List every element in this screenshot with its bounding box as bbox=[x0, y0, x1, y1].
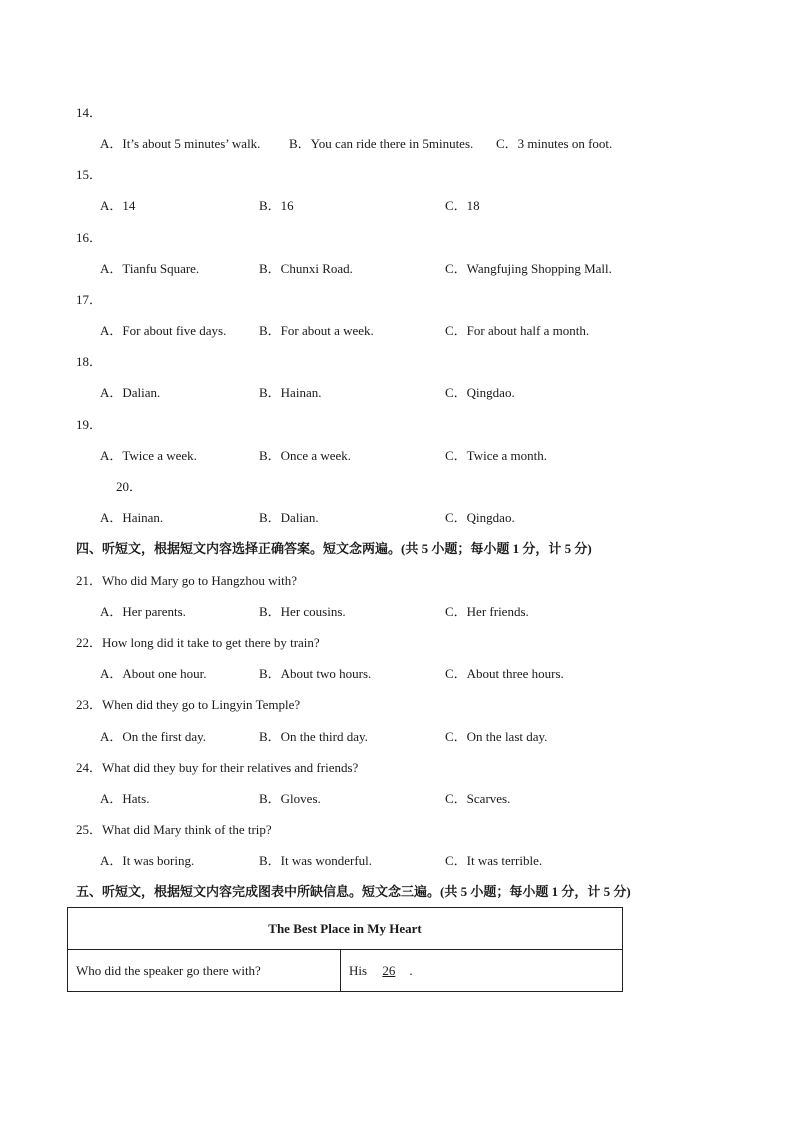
option-a: A．14 bbox=[100, 198, 136, 213]
option-b: B．About two hours. bbox=[259, 666, 372, 681]
option-a: A．It’s about 5 minutes’ walk. bbox=[100, 136, 261, 151]
question-number: 17． bbox=[76, 292, 103, 307]
question-number: 19． bbox=[76, 417, 103, 432]
question-text: 23．When did they go to Lingyin Temple? bbox=[76, 697, 301, 712]
option-c: C．Her friends. bbox=[445, 604, 529, 619]
question-text: 21．Who did Mary go to Hangzhou with? bbox=[76, 573, 297, 588]
option-c: C．On the last day. bbox=[445, 729, 548, 744]
option-b: B．For about a week. bbox=[259, 323, 374, 338]
option-a: A．Dalian. bbox=[100, 385, 161, 400]
option-c: C．About three hours. bbox=[445, 666, 564, 681]
answer-blank[interactable]: 26 bbox=[382, 962, 396, 978]
answer-table bbox=[67, 907, 623, 992]
option-b: B．It was wonderful. bbox=[259, 853, 373, 868]
question-text: 22．How long did it take to get there by train? bbox=[76, 635, 320, 650]
option-c: C．3 minutes on foot. bbox=[496, 136, 613, 151]
option-c: C．For about half a month. bbox=[445, 323, 590, 338]
option-a: A．On the first day. bbox=[100, 729, 207, 744]
table-answer-cell bbox=[341, 950, 623, 992]
option-b: B．Chunxi Road. bbox=[259, 261, 353, 276]
section-heading: 四、听短文，根据短文内容选择正确答案。短文念两遍。(共 5 小题；每小题 1 分，计 5 分) bbox=[76, 541, 592, 556]
option-b: B．Once a week. bbox=[259, 448, 352, 463]
option-a: A．Hats. bbox=[100, 791, 150, 806]
option-c: C．It was terrible. bbox=[445, 853, 543, 868]
question-text: 24．What did they buy for their relatives and friends? bbox=[76, 760, 359, 775]
question-number: 20． bbox=[116, 479, 143, 494]
option-a: A．It was boring. bbox=[100, 853, 195, 868]
option-a: A．About one hour. bbox=[100, 666, 207, 681]
option-b: B．On the third day. bbox=[259, 729, 368, 744]
option-a: A．For about five days. bbox=[100, 323, 227, 338]
option-c: C．Wangfujing Shopping Mall. bbox=[445, 261, 612, 276]
answer-suffix: . bbox=[409, 962, 413, 978]
option-c: C．18 bbox=[445, 198, 480, 213]
option-b: B．Hainan. bbox=[259, 385, 322, 400]
table-title: The Best Place in My Heart bbox=[68, 908, 623, 950]
section-heading: 五、听短文，根据短文内容完成图表中所缺信息。短文念三遍。(共 5 小题；每小题 1 分，计 5 分) bbox=[76, 884, 631, 899]
question-number: 18． bbox=[76, 354, 103, 369]
option-c: C．Scarves. bbox=[445, 791, 511, 806]
table-question-cell: Who did the speaker go there with? bbox=[68, 950, 341, 992]
question-number: 15． bbox=[76, 167, 103, 182]
question-text: 25．What did Mary think of the trip? bbox=[76, 822, 272, 837]
option-b: B．Her cousins. bbox=[259, 604, 346, 619]
option-b: B．16 bbox=[259, 198, 294, 213]
option-b: B．Dalian. bbox=[259, 510, 319, 525]
option-a: A．Twice a week. bbox=[100, 448, 197, 463]
option-a: A．Hainan. bbox=[100, 510, 164, 525]
option-b: B．You can ride there in 5minutes. bbox=[289, 136, 474, 151]
option-c: C．Twice a month. bbox=[445, 448, 547, 463]
question-number: 14． bbox=[76, 105, 103, 120]
option-a: A．Her parents. bbox=[100, 604, 186, 619]
answer-prefix: His bbox=[349, 962, 368, 978]
option-b: B．Gloves. bbox=[259, 791, 321, 806]
option-c: C．Qingdao. bbox=[445, 510, 515, 525]
question-number: 16． bbox=[76, 230, 103, 245]
option-a: A．Tianfu Square. bbox=[100, 261, 200, 276]
option-c: C．Qingdao. bbox=[445, 385, 515, 400]
